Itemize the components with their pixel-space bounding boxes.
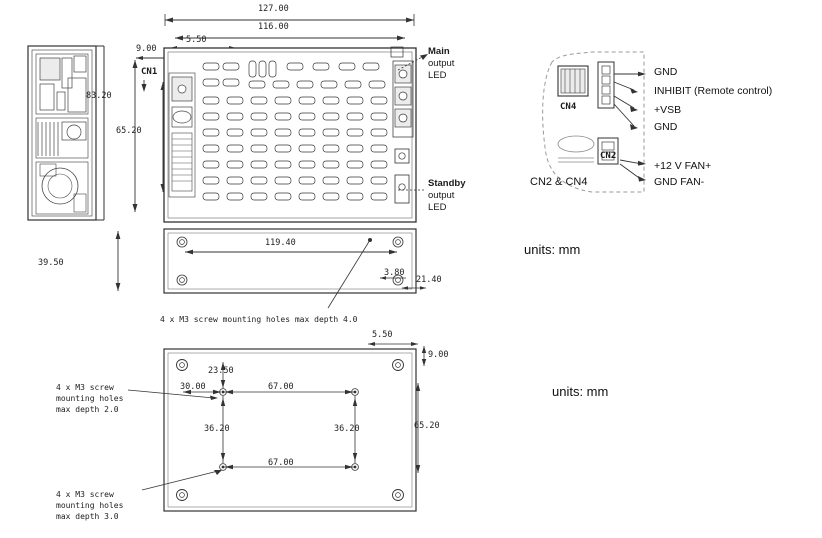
pin-label-fan-plus: +12 V FAN+ — [654, 160, 712, 172]
bv-note-bottom-line1: 4 x M3 screw — [56, 490, 114, 499]
dim-side-height-value: 39.50 — [38, 258, 64, 268]
cn4-label: CN4 — [560, 102, 577, 112]
standby-output-led-line3: LED — [428, 202, 447, 213]
bv-note-bottom-line3: max depth 3.0 — [56, 512, 119, 521]
main-output-led-leader — [398, 52, 432, 72]
top-view-body — [163, 47, 417, 223]
dim-bv-right-offset-value: 9.00 — [428, 350, 449, 360]
units-note-top: units: mm — [524, 242, 581, 257]
bv-note-bottom-leader — [126, 456, 226, 496]
mounting-note-leader-top — [318, 236, 376, 312]
dim-bv-67-00-top: 67.00 — [268, 382, 294, 392]
dim-height-inner-label: 65.20 — [116, 126, 142, 136]
cn1-label: CN1 — [141, 67, 158, 77]
pin-label-vsb: +VSB — [654, 104, 682, 116]
pin-label-inhibit: INHIBIT (Remote control) — [654, 85, 773, 97]
dim-bv-height-value: 65.20 — [414, 421, 440, 431]
standby-output-led-leader — [398, 184, 432, 198]
main-output-led-line1: Main — [428, 46, 450, 57]
pin-leaders — [612, 60, 660, 190]
dim-overall-length — [162, 6, 417, 26]
standby-output-led-label — [428, 178, 465, 214]
dim-edge-offset-value: 9.00 — [136, 44, 157, 54]
top-view-drawing — [163, 47, 417, 223]
units-note-bottom: units: mm — [552, 384, 609, 399]
connector-detail-caption: CN2 & CN4 — [530, 176, 588, 188]
main-output-led-line3: LED — [428, 70, 447, 81]
main-output-led-line2: output — [428, 58, 455, 69]
dim-small-a-value: 3.80 — [384, 268, 405, 278]
end-view-group — [26, 44, 122, 222]
main-output-led-label — [428, 46, 454, 82]
dim-bv-top-offset-value: 5.50 — [372, 330, 393, 340]
dim-height-outer-value: 83.20 — [86, 91, 112, 101]
side-view-mounting-note: 4 x M3 screw mounting holes max depth 4.0 — [160, 315, 358, 324]
dim-bv-67-00-bottom: 67.00 — [268, 458, 294, 468]
bv-note-top-line3: max depth 2.0 — [56, 405, 119, 414]
dim-height-outer — [124, 56, 146, 216]
end-view-drawing — [26, 44, 122, 222]
dim-bv-30-00: 30.00 — [180, 382, 206, 392]
dim-side-width-value: 119.40 — [265, 238, 296, 248]
dim-small-b-value: 21.40 — [416, 275, 442, 285]
dim-bv-23-50: 23.50 — [208, 366, 234, 376]
dim-side-height — [108, 228, 128, 294]
bv-note-top-line1: 4 x M3 screw — [56, 383, 114, 392]
pin-label-gnd-2: GND — [654, 121, 678, 133]
bv-note-top-leader — [126, 384, 222, 402]
dim-small-b-line — [400, 284, 430, 296]
cn2-label: CN2 — [600, 151, 617, 161]
bv-note-top — [56, 382, 123, 415]
dim-bv-36-20-left: 36.20 — [204, 424, 230, 434]
pin-label-gnd-1: GND — [654, 66, 678, 78]
dim-short-offset-value: 5.50 — [186, 35, 207, 45]
bv-note-bottom-line2: mounting holes — [56, 501, 124, 510]
bv-note-bottom — [56, 489, 123, 522]
bv-note-top-line2: mounting holes — [56, 394, 124, 403]
dim-bv-36-20-right: 36.20 — [334, 424, 360, 434]
standby-output-led-line1: Standby — [428, 178, 466, 189]
dim-overall-length-value: 127.00 — [258, 4, 289, 14]
dim-inner-length-value: 116.00 — [258, 22, 289, 32]
pin-label-fan-minus: GND FAN- — [654, 176, 705, 188]
standby-output-led-line2: output — [428, 190, 455, 201]
